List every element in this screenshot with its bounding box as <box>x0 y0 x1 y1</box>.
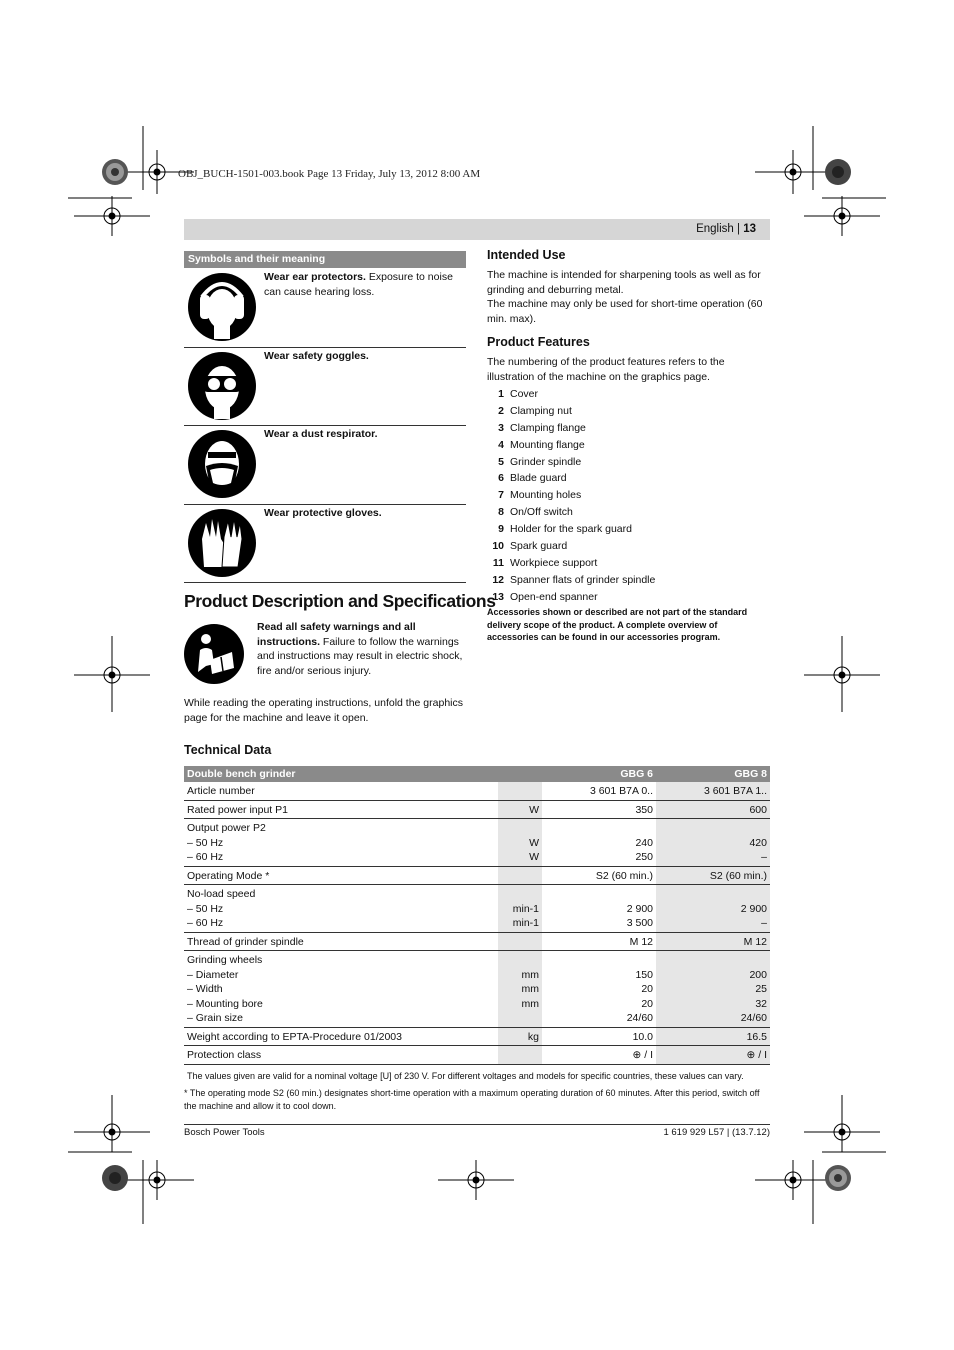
symbol-row <box>184 268 466 348</box>
cell-line: 24/60 <box>626 1012 653 1024</box>
table-cell <box>498 800 542 819</box>
header-separator: | <box>737 223 740 235</box>
dust-respirator-icon <box>188 430 256 498</box>
cell-line: – 50 Hz <box>187 902 224 915</box>
table-row <box>184 1027 770 1046</box>
table-row <box>184 885 770 933</box>
cell-line: – Grain size <box>187 1012 244 1024</box>
cell-line: 240 <box>635 836 653 849</box>
table-note: The values given are valid for a nominal voltage [U] of 230 V. For different voltages and models for specific countries, these values can vary. <box>187 1071 744 1081</box>
cell-line: 32 <box>755 997 767 1010</box>
symbols-heading: Symbols and their meaning <box>184 251 466 268</box>
footer-rule <box>184 1124 770 1125</box>
technical-data-heading: Technical Data <box>184 743 272 757</box>
cell-line <box>659 953 767 968</box>
cell-line: 3 601 B7A 1.. <box>703 785 767 797</box>
cell-line: S2 (60 min.) <box>595 869 653 882</box>
list-item: 11 Workpiece support <box>492 556 598 569</box>
symbol-text: Wear a dust respirator. <box>264 428 378 440</box>
table-cell <box>656 800 770 819</box>
cell-line: – 50 Hz <box>187 836 224 849</box>
cell-line <box>501 821 539 836</box>
ear-protection-icon <box>188 273 256 341</box>
cell-line: W <box>529 851 539 863</box>
cell-line: No-load speed <box>187 888 256 900</box>
page-header-bar <box>184 219 770 240</box>
table-cell <box>656 951 770 1028</box>
list-item: 13 Open-end spanner <box>492 590 598 603</box>
table-cell <box>656 819 770 867</box>
table-cell <box>498 951 542 1028</box>
safety-goggles-icon <box>188 352 256 420</box>
cell-line: Thread of grinder spindle <box>187 935 304 948</box>
page-header <box>696 223 756 235</box>
cell-line <box>501 1048 539 1063</box>
table-cell <box>542 1027 656 1046</box>
table-cell <box>498 932 542 951</box>
cell-line: 24/60 <box>740 1012 767 1024</box>
cell-line: min-1 <box>512 902 539 915</box>
cell-line: 20 <box>641 983 653 995</box>
product-features-intro: The numbering of the product features refers to the illustration of the machine on the graphics page. <box>487 356 725 383</box>
cell-line: – 60 Hz <box>187 851 224 863</box>
table-cell <box>184 885 498 933</box>
cell-line: M 12 <box>743 935 767 948</box>
column-header <box>498 766 542 782</box>
accessories-note: Accessories shown or described are not part of the standard delivery scope of the product. A complete overview of accessories can be found in our accessories program. <box>487 607 748 642</box>
table-cell <box>184 1027 498 1046</box>
cell-line: 16.5 <box>746 1030 767 1043</box>
symbol-row <box>184 505 466 583</box>
table-cell <box>184 800 498 819</box>
cell-line: W <box>529 803 539 816</box>
cell-line: 3 500 <box>626 917 653 929</box>
symbol-text: Wear protective gloves. <box>264 507 382 519</box>
list-item: 1 Cover <box>498 388 539 400</box>
table-cell <box>498 885 542 933</box>
cell-line: 150 <box>635 968 653 981</box>
cell-line: Protection class <box>187 1049 262 1061</box>
features-list <box>487 386 769 606</box>
cell-line: mm <box>521 983 539 995</box>
list-item: 4 Mounting flange <box>498 438 585 451</box>
table-cell <box>542 782 656 800</box>
table-cell <box>498 1027 542 1046</box>
table-cell <box>542 951 656 1028</box>
table-cell <box>542 866 656 885</box>
protective-gloves-icon <box>188 509 256 577</box>
cell-line: – <box>761 851 767 863</box>
cell-line <box>659 887 767 902</box>
cell-line: 2 900 <box>740 902 767 915</box>
list-item: 3 Clamping flange <box>498 421 586 434</box>
product-features-heading: Product Features <box>487 335 590 349</box>
table-row <box>184 819 770 867</box>
cell-line: 3 601 B7A 0.. <box>589 785 653 797</box>
cell-line: Output power P2 <box>187 822 266 834</box>
cell-line: W <box>529 836 539 849</box>
table-row <box>184 1046 770 1065</box>
list-item: 8 On/Off switch <box>498 506 573 519</box>
technical-data-table <box>184 766 770 1065</box>
cell-line: ⊕ / I <box>632 1049 653 1061</box>
print-slug: OBJ_BUCH-1501-003.book Page 13 Friday, July 13, 2012 8:00 AM <box>178 168 481 180</box>
cell-line: 10.0 <box>632 1030 653 1043</box>
cell-line: ⊕ / I <box>746 1049 767 1061</box>
column-header: GBG 6 <box>542 766 656 782</box>
table-row <box>184 932 770 951</box>
list-item: 5 Grinder spindle <box>498 455 582 468</box>
cell-line: – <box>761 917 767 929</box>
cell-line <box>545 887 653 902</box>
list-item: 12 Spanner flats of grinder spindle <box>492 573 656 586</box>
cell-line <box>501 935 539 950</box>
cell-line: Weight according to EPTA-Procedure 01/2003 <box>187 1030 402 1043</box>
table-cell <box>498 866 542 885</box>
symbol-text: Wear ear protectors. Exposure to noise can cause hearing loss. <box>264 271 453 298</box>
list-item: 6 Blade guard <box>498 472 567 485</box>
cell-line: Grinding wheels <box>187 954 263 966</box>
table-cell <box>542 885 656 933</box>
cell-line <box>501 887 539 902</box>
cell-line: 200 <box>749 968 767 981</box>
table-cell <box>656 932 770 951</box>
table-row <box>184 782 770 800</box>
table-cell <box>656 782 770 800</box>
table-cell <box>542 800 656 819</box>
page-number: 13 <box>743 223 756 235</box>
read-manual-icon <box>184 624 244 684</box>
footer-right: 1 619 929 L57 | (13.7.12) <box>663 1127 770 1138</box>
cell-line <box>501 953 539 968</box>
table-cell <box>656 866 770 885</box>
table-cell <box>656 1027 770 1046</box>
table-cell <box>184 819 498 867</box>
cell-line: – Width <box>187 983 223 995</box>
cell-line: mm <box>521 968 539 981</box>
cell-line: 600 <box>749 803 767 816</box>
cell-line: Article number <box>187 785 255 797</box>
cell-line: – Diameter <box>187 968 239 981</box>
cell-line <box>545 953 653 968</box>
intended-use-heading: Intended Use <box>487 248 566 262</box>
table-cell <box>656 885 770 933</box>
cell-line: 2 900 <box>626 902 653 915</box>
table-cell <box>498 819 542 867</box>
cell-line: 25 <box>755 983 767 995</box>
table-row <box>184 800 770 819</box>
cell-line: kg <box>527 1030 539 1043</box>
cell-line <box>501 784 539 799</box>
unfold-instruction: While reading the operating instructions, unfold the graphics page for the machine and leave it open. <box>184 697 463 724</box>
column-header: Double bench grinder <box>184 766 498 782</box>
list-item: 10 Spark guard <box>492 540 568 553</box>
footer-left: Bosch Power Tools <box>184 1127 265 1138</box>
table-cell <box>656 1046 770 1065</box>
cell-line: min-1 <box>512 917 539 929</box>
list-item: 7 Mounting holes <box>498 489 582 502</box>
cell-line: 20 <box>641 997 653 1010</box>
symbol-row <box>184 348 466 426</box>
cell-line: 350 <box>635 803 653 816</box>
table-row <box>184 866 770 885</box>
cell-line: Rated power input P1 <box>187 803 288 816</box>
list-item: 9 Holder for the spark guard <box>498 523 632 536</box>
table-row <box>184 951 770 1028</box>
cell-line <box>545 821 653 836</box>
cell-line <box>659 821 767 836</box>
cell-line: – 60 Hz <box>187 917 224 929</box>
cell-line: 250 <box>635 851 653 863</box>
table-cell <box>184 782 498 800</box>
cell-line: – Mounting bore <box>187 997 263 1010</box>
list-item: 2 Clamping nut <box>498 404 572 417</box>
table-cell <box>542 1046 656 1065</box>
cell-line: mm <box>521 997 539 1010</box>
table-cell <box>498 1046 542 1065</box>
table-cell <box>184 951 498 1028</box>
cell-line: 420 <box>749 836 767 849</box>
symbol-row <box>184 426 466 505</box>
symbol-text: Wear safety goggles. <box>264 350 369 362</box>
safety-warning-text: Read all safety warnings and all instructions. Failure to follow the warnings and instructions may result in electric shock, fire and/or serious injury. <box>257 621 463 677</box>
table-cell <box>542 819 656 867</box>
header-language: English <box>696 223 734 235</box>
intended-use-text: The machine is intended for sharpening tools as well as for grinding and deburring metal. The machine may only be used for short-time operation (60 min. max). <box>487 269 763 325</box>
cell-line <box>501 1011 539 1026</box>
table-note: * The operating mode S2 (60 min.) designates short-time operation with a maximum operating duration of 60 minutes. After this period, switch off the machine and allow it to cool down. <box>184 1088 760 1111</box>
cell-line: S2 (60 min.) <box>709 869 767 882</box>
table-cell <box>498 782 542 800</box>
cell-line <box>501 869 539 884</box>
table-cell <box>542 932 656 951</box>
column-header: GBG 8 <box>656 766 770 782</box>
table-header-row <box>184 766 770 782</box>
section-title: Product Description and Specifications <box>184 591 496 611</box>
cell-line: Operating Mode * <box>187 869 270 882</box>
table-cell <box>184 932 498 951</box>
cell-line: M 12 <box>629 935 653 948</box>
table-cell <box>184 1046 498 1065</box>
table-cell <box>184 866 498 885</box>
